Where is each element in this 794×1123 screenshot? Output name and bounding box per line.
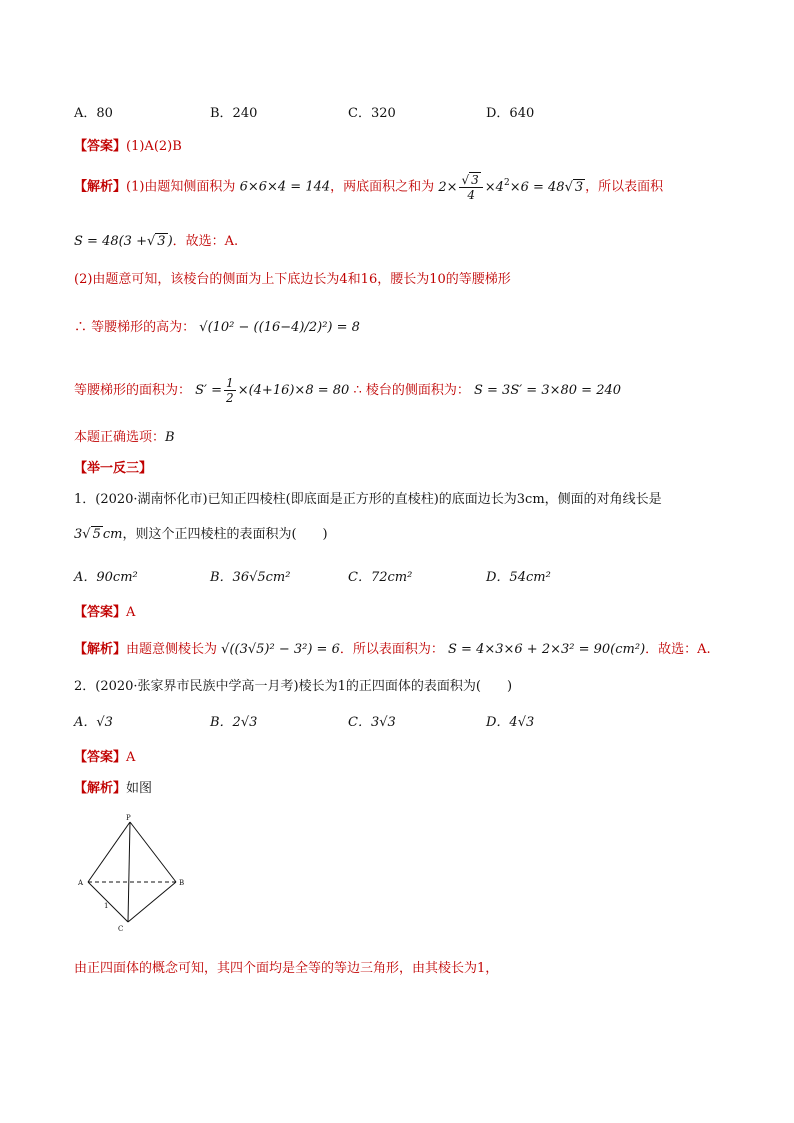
q1-edge-expr: √((3√5)² − 3²) = 6 [221,642,340,657]
trapezoid-area-expr: S′ = $\frac{1}{2}$ ×(4+16)×8 = 80 [195,376,350,405]
option-c: C．320 [348,106,396,121]
edge-pc [128,822,130,922]
q2-stem: 2．(2020·张家界市民族中学高一月考)棱长为1的正四面体的表面积为( ) [74,679,513,694]
label-edge-length: 1 [104,902,109,910]
prev-analysis-line2: S = 48(3 +√ 3 )．故选：A. [74,234,239,249]
q1-analysis: 【解析】由题意侧棱长为 √((3√5)² − 3²) = 6．所以表面积为： S = 4×3×6 + 2×3² = 90(cm²)．故选：A. [74,642,711,657]
q2-option-a: A．√3 [74,715,113,730]
q1-answer: 【答案】A [74,605,136,620]
answer-value: (1)A(2)B [126,139,182,154]
lateral-area-result: S = 3S′ = 3×80 = 240 [473,383,622,398]
option-d: D．640 [486,106,535,121]
edge-bc [128,882,176,922]
q1-option-a: A．90cm² [74,570,138,585]
label-p: P [126,814,131,822]
label-b: B [179,879,185,887]
q2-conclusion: 由正四面体的概念可知，其四个面均是全等的等边三角形，由其棱长为1， [74,961,499,976]
label-a: A [78,879,84,887]
lateral-area-expr: 6×6×4 = 144 [239,179,331,195]
prev-answer [74,135,182,154]
height-expr: √(10² − ((16−4)/2)²) = 8 [199,320,360,335]
q2-answer: 【答案】A [74,750,136,765]
prev-area-line: 等腰梯形的面积为： S′ = $\frac{1}{2}$ ×(4+16)×8 = 80 ∴ 棱台的侧面积为： S = 3S′ = 3×80 = 240 [74,376,622,405]
label-c: C [118,925,124,933]
q1-option-c: C．72cm² [348,570,413,585]
prev-height-line: ∴ 等腰梯形的高为： √(10² − ((16−4)/2)²) = 8 [74,320,360,335]
edge-pb [130,822,176,882]
surface-area-expr: S = 48(3 +√ 3 ) [74,234,173,249]
prev-part2: (2)由题意可知，该棱台的侧面为上下底边长为4和16，腰长为10的等腰梯形 [74,272,511,287]
q2-analysis: 【解析】如图 [74,781,153,796]
prev-analysis-line1: 【解析】(1)由题知侧面积为 6×6×4 = 144，两底面积之和为 2× $\frac{√ 3}{4}$ $\times 4^2\times 6 = 48√$ 3 ，所以表面积 [74,173,664,202]
q1-stem: 1．(2020·湖南怀化市)已知正四棱柱(即底面是正方形的直棱柱)的底面边长为3cm，侧面的对角线长是 [74,492,662,507]
q2-option-c: C．3√3 [348,715,396,730]
base-area-expr: 2× $\frac{√ 3}{4}$ $\times 4^2\times 6 = 48√$ 3 [438,173,584,202]
section-title: 【举一反三】 [74,461,153,476]
option-b: B．240 [210,106,258,121]
q1-option-d: D．54cm² [486,570,551,585]
option-a: A．80 [74,106,113,121]
tetrahedron-figure [72,812,202,937]
q1-stem2: 3√ 5 cm，则这个正四棱柱的表面积为( ) [74,527,328,542]
prev-correct-line: 本题正确选项：B [74,430,175,445]
q1-area-expr: S = 4×3×6 + 2×3² = 90(cm²) [448,642,646,657]
q2-option-d: D．4√3 [486,715,535,730]
analysis-label: 【解析】 [74,179,127,195]
answer-label: 【答案】 [74,139,127,154]
q1-option-b: B．36√5cm² [210,570,291,585]
edge-pa [88,822,130,882]
q2-option-b: B．2√3 [210,715,258,730]
